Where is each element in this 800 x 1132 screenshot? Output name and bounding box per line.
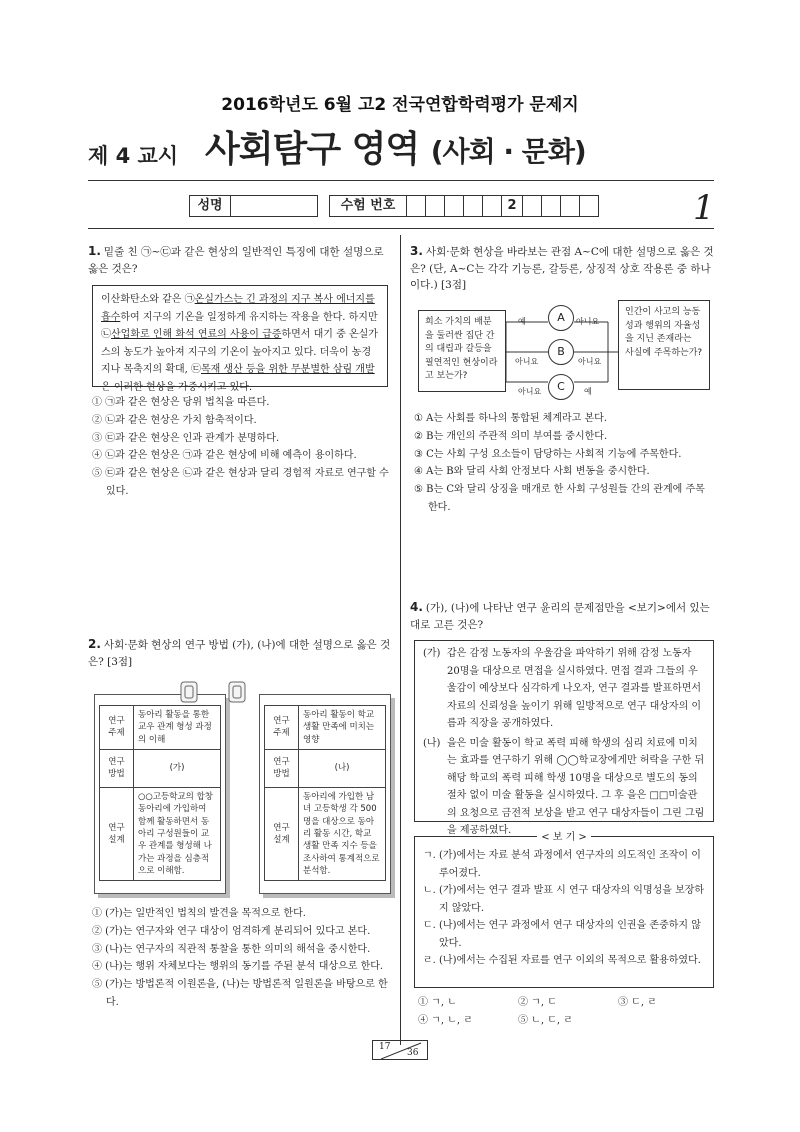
question-1 (88, 242, 393, 277)
choice[interactable]: ① ㉠과 같은 현상은 당위 법칙을 따른다. (92, 397, 270, 408)
bogi-item: ㄷ. (나)에서는 연구 과정에서 연구 대상자의 인권을 존중하지 않았다. (423, 920, 701, 949)
page-number: 1 (693, 188, 715, 228)
bogi-box (414, 832, 714, 988)
q3-choices (414, 410, 714, 517)
choice[interactable]: ② ㉡과 같은 현상은 가치 함축적이다. (92, 414, 257, 426)
paper-clip-icon (226, 680, 248, 706)
exam-no-digit: 2 (501, 195, 523, 217)
exam-no-digit (579, 195, 599, 217)
choice[interactable]: ② (가)는 연구자와 연구 대상이 엄격하게 분리되어 있다고 본다. (92, 925, 371, 937)
perspective-diagram (418, 300, 710, 400)
question-number: 3. (410, 244, 423, 258)
question-number: 1. (88, 244, 101, 258)
question-4 (410, 598, 715, 633)
exam-no-digit (425, 195, 445, 217)
bogi-item: ㄱ. (가)에서는 자료 분석 과정에서 연구자의 의도적인 조작이 이루어졌다. (423, 850, 701, 879)
q1-choices (92, 394, 390, 501)
underline-3: 목재 생산 등을 위한 무분별한 삼림 개발 (201, 364, 375, 375)
row-head: 연구 주제 (100, 706, 134, 750)
passage-na (423, 735, 705, 840)
period-label: 제 4 교시 (88, 144, 179, 168)
question-stem: 사회·문화 현상의 연구 방법 (가), (나)에 대한 설명으로 옳은 것은? [3점] (88, 639, 391, 668)
row-body: 동아리 활동이 학교 생활 만족에 미치는 영향 (299, 706, 386, 750)
row-head: 연구 설계 (100, 787, 134, 880)
choice[interactable]: ③ ㉢과 같은 현상은 인과 관계가 분명하다. (92, 432, 280, 444)
choice[interactable]: ① ㄱ, ㄴ (418, 997, 457, 1008)
choice[interactable]: ② B는 개인의 주관적 의미 부여를 중시한다. (414, 430, 608, 442)
row-head: 연구 방법 (265, 749, 299, 787)
exam-no-digit (482, 195, 502, 217)
passage-text: 을은 미술 활동이 학교 폭력 피해 학생의 심리 치료에 미치는 효과를 연구하기 위해 ◯◯학교장에게만 허락을 구한 뒤 해당 학교의 폭력 피해 학생 10명을 대상으로 별도의 동의 절차 없이 미술 활동을 실시하였다. 그 후 을은 □□미술관의 요청으로 금전적 보상을 받고 연구 대상자들이 그린 그림을 제공하였다. (447, 737, 705, 836)
choice-row (418, 1012, 718, 1030)
exam-no-digit (444, 195, 464, 217)
bogi-title-wrap (415, 829, 713, 847)
question-number: 4. (410, 600, 423, 614)
exam-no-digit (541, 195, 561, 217)
passage-label: (가) (423, 648, 441, 659)
choice[interactable]: ④ ㉡과 같은 현상은 ㉠과 같은 현상에 비해 예측이 용이하다. (92, 450, 357, 462)
name-label: 성명 (189, 195, 231, 217)
passage-text: 하여 지구의 기온을 일정하게 유지하는 작용을 한다. 하지만 ㉡ (101, 311, 378, 340)
page-title (205, 122, 586, 178)
choice[interactable]: ② ㄱ, ㄷ (518, 997, 557, 1008)
row-head: 연구 방법 (100, 749, 134, 787)
question-3 (410, 242, 715, 293)
row-body: (가) (134, 749, 221, 787)
passage-text: 이산화탄소와 같은 ㉠ (101, 294, 195, 305)
question-stem: 사회·문화 현상을 바라보는 관점 A~C에 대한 설명으로 옳은 것은? (단, A~C는 각각 기능론, 갈등론, 상징적 상호 작용론 중 하나이다.) [3점] (410, 246, 714, 291)
choice[interactable]: ④ ㄱ, ㄴ, ㄹ (418, 1014, 473, 1026)
q4-choices (418, 994, 718, 1030)
choice[interactable]: ⑤ (가)는 방법론적 이원론을, (나)는 방법론적 일원론을 바탕으로 한다. (92, 979, 388, 1008)
exam-subtitle: 2016학년도 6월 고2 전국연합학력평가 문제지 (221, 95, 579, 115)
bogi-item: ㄴ. (가)에서는 연구 결과 발표 시 연구 대상자의 익명성을 보장하지 않았다. (423, 885, 705, 914)
choice[interactable]: ④ A는 B와 달리 사회 안정보다 사회 변동을 중시한다. (414, 466, 650, 478)
paper-clip-icon (178, 680, 200, 706)
edge-label-no: 아니요 (518, 387, 542, 396)
choice[interactable]: ① A는 사회를 하나의 통합된 체계라고 본다. (414, 413, 607, 424)
row-body: 동아리에 가입한 남녀 고등학생 각 500명을 대상으로 동아리 활동 시간, 학교 생활 만족 지수 등을 조사하여 통계적으로 분석함. (299, 787, 386, 880)
edge-label-no: 아니요 (578, 357, 602, 366)
research-table-na (264, 705, 386, 881)
choice-row (418, 994, 718, 1012)
choice[interactable]: ⑤ ㄴ, ㄷ, ㄹ (518, 1014, 573, 1026)
choice[interactable]: ⑤ B는 C와 달리 상징을 매개로 한 사회 구성원들 간의 관계에 주목한다. (414, 484, 705, 513)
page-counter (372, 1040, 428, 1060)
research-card-ga (94, 694, 226, 894)
bogi-item: ㄹ. (나)에서는 수집된 자료를 연구 이외의 목적으로 활용하였다. (423, 955, 701, 966)
title-sub: (사회 · 문화) (430, 135, 586, 168)
q2-choices (92, 905, 392, 1012)
edge-label-yes: 예 (518, 317, 526, 326)
row-body: 동아리 활동을 통한 교우 관계 형성 과정의 이해 (134, 706, 221, 750)
underline-1: 온실가스는 긴 과정의 지구 복사 에너지를 흡수 (101, 294, 375, 323)
total-pages: 36 (407, 1048, 419, 1058)
choice[interactable]: ⑤ ㉢과 같은 현상은 ㉡과 같은 현상과 달리 경험적 자료로 연구할 수 있다. (92, 468, 389, 497)
choice[interactable]: ③ ㄷ, ㄹ (618, 997, 657, 1008)
exam-no-digit (560, 195, 580, 217)
edge-label-no: 아니요 (576, 317, 600, 326)
edge-label-no: 아니요 (515, 357, 539, 366)
research-table-ga (99, 705, 221, 881)
passage-text: 하면서 대기 중 온실가스의 농도가 높아져 지구의 기온이 높아지고 있다. 더욱이 농경지나 목축지의 확대, ㉢ (101, 329, 378, 375)
node-c: C (548, 374, 574, 400)
exam-no-digit (406, 195, 426, 217)
passage-text: 은 이러한 현상을 가중시키고 있다. (101, 381, 253, 393)
header-rule-bottom (88, 228, 714, 229)
choice[interactable]: ④ (나)는 행위 자체보다는 행위의 동기를 주된 분석 대상으로 한다. (92, 961, 384, 973)
node-b: B (548, 339, 574, 365)
name-field (190, 195, 318, 217)
question-number: 2. (88, 637, 101, 651)
exam-number-field (330, 195, 599, 217)
choice[interactable]: ③ C는 사회 구성 요소들이 담당하는 사회적 기능에 주목한다. (414, 448, 682, 460)
row-head: 연구 설계 (265, 787, 299, 880)
question-box-left: 희소 가치의 배분을 둘러싼 집단 간의 대립과 갈등을 필연적인 현상이라고 보는가? (418, 310, 506, 392)
exam-no-label: 수험 번호 (329, 195, 407, 217)
question-2 (88, 635, 393, 670)
row-head: 연구 주제 (265, 706, 299, 750)
question-stem: (가), (나)에 나타난 연구 윤리의 문제점만을 <보기>에서 있는 대로 고른 것은? (410, 602, 710, 631)
choice[interactable]: ① (가)는 일반적인 법칙의 발견을 목적으로 한다. (92, 908, 306, 919)
exam-no-digit (522, 195, 542, 217)
passage-ga (423, 645, 705, 733)
row-body: ○○고등학교의 합창 동아리에 가입하여 함께 활동하면서 동아리 구성원들이 교우 관계를 형성해 나가는 과정을 심층적으로 이해함. (134, 787, 221, 880)
passage-text: 갑은 감정 노동자의 우울감을 파악하기 위해 감정 노동자 20명을 대상으로 면접을 실시하였다. 면접 결과 그들의 우울감이 예상보다 심각하게 나오자, 연구 결과를 발표하면서 자료의 신뢰성을 높이기 위해 일방적으로 연구 대상자의 이름과 직장을 공개하였다. (447, 648, 702, 729)
current-page: 17 (379, 1042, 391, 1052)
question-box-right: 인간이 사고의 능동성과 행위의 자율성을 지닌 존재라는 사실에 주목하는가? (618, 300, 710, 390)
passage-label: (나) (423, 737, 441, 749)
bogi-title: < 보 기 > (537, 832, 591, 843)
research-card-na (259, 694, 391, 894)
column-divider (400, 235, 401, 1045)
row-body: (나) (299, 749, 386, 787)
edge-label-yes: 예 (584, 387, 592, 396)
exam-no-digit (463, 195, 483, 217)
question-stem: 밑줄 친 ㉠~㉢과 같은 현상의 일반적인 특징에 대한 설명으로 옳은 것은? (88, 246, 384, 275)
title-main: 사회탐구 영역 (205, 129, 420, 170)
name-input-box (230, 195, 318, 217)
q1-passage-box (92, 285, 388, 393)
node-a: A (548, 305, 574, 331)
header-rule-top (88, 180, 714, 181)
underline-2: 산업화로 인해 화석 연료의 사용이 급증 (111, 329, 282, 340)
choice[interactable]: ③ (나)는 연구자의 직관적 통찰을 통한 의미의 해석을 중시한다. (92, 943, 371, 955)
q4-passage-box (414, 640, 714, 836)
